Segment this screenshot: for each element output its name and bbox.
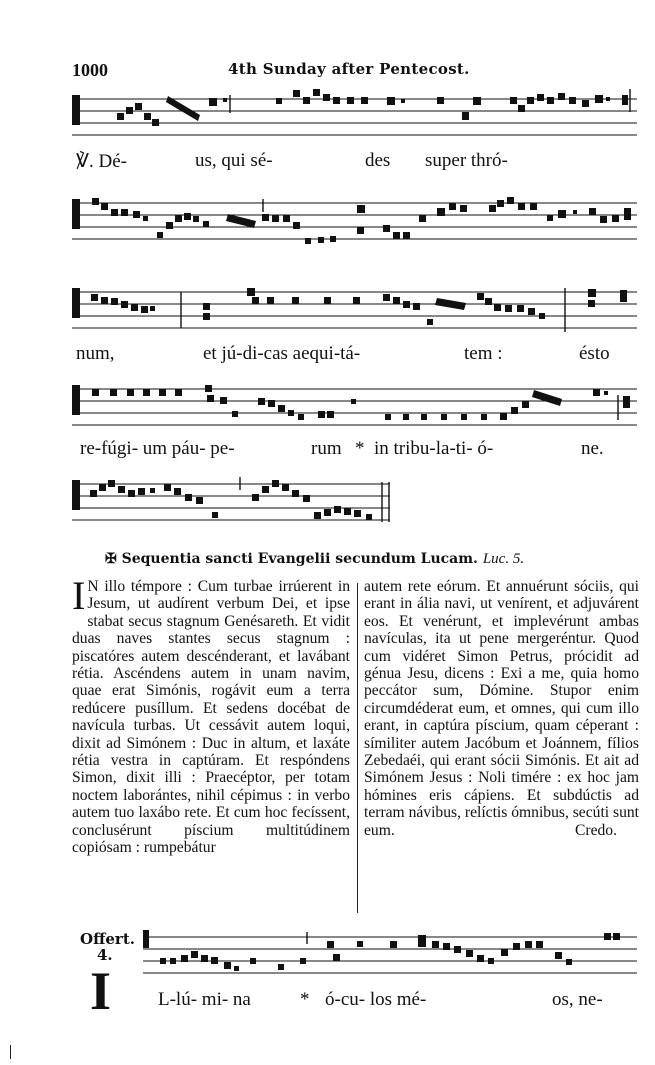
lyric-refugium: re-fúgi- um páu- pe- (80, 438, 235, 459)
gospel-right-text: autem rete eórum. Et annuérunt sóciis, qui erant in ália navi, ut venírent, et adjuvárent eos. Et venérunt, et implevérunt ambas navículas, ita ut pene mergeréntur. Quod cum vidéret Simon Petrus, prócidit ad génua Jesu, dicens : Exi a me, quia homo peccátor sum, Dómine. Stupor enim circumdéderat eum, et omnes, qui cum illo erant, in captúra píscium, quam céperant : símiliter autem Jacóbum et Joánnem, fílios Zebedaéi, qui erant sócii Simónis. Et ait ad Simónem Jesus : Noli timére : ex hoc jam hómines eris cápiens. Et subdúctis ad terram návibus, relíctis ómnibus, secúti sunt eum. (364, 578, 640, 839)
lyric-asterisk: * (355, 438, 365, 459)
lyric-ne: ne. (581, 438, 604, 459)
gospel-left-text: N illo témpore : Cum turbae irrúerent in Jesum, ut audírent verbum Dei, et ipse stabat secus stagnum Genésareth. Et vidit duas naves stantes secus stagnum : piscatóres autem descénderant, et lavábant rétia. Ascéndens autem in unam navim, quae erat Simónis, rogávit eum a terra redúcere pusíllum. Et sedens docébat de navícula turbas. Ut cessávit autem loqui, dixit ad Simónem : Duc in altum, et laxáte rétia vestra in captúram. Et respóndens Simon, dixit illi : Praecéptor, per totam noctem laborántes, nihil cépimus : in verbo autem tuo laxábo rete. Et cum hoc fecíssent, conclusérunt píscium multitúdinem copiósam : rumpebátur (72, 578, 350, 857)
column-divider (357, 583, 358, 913)
credo-label: Credo. (574, 821, 617, 839)
lyric-judicas: et jú-di-cas aequi-tá- (203, 343, 361, 364)
lyric-tem: tem : (464, 343, 503, 364)
margin-mark (10, 1045, 11, 1059)
lyric-num: num, (76, 343, 115, 364)
offertory-initial: I (90, 961, 112, 1021)
lyric-oculos-me: ó-cu- los mé- (325, 989, 427, 1010)
lyric-tribulatio: in tribu-la-ti- ó- (374, 438, 494, 459)
running-title: 4th Sunday after Pentecost. (228, 60, 470, 78)
lyric-super-thro: super thró- (425, 150, 508, 171)
offertory-mode: 4. (97, 946, 113, 964)
gospel-heading (105, 551, 524, 568)
lyric-esto: ésto (579, 343, 610, 364)
lyric-illumina: L-lú- mi- na (158, 989, 251, 1010)
offertory-label: Offert. (80, 930, 135, 948)
gospel-left-column (72, 573, 350, 857)
lyric-qui-se: us, qui sé- (195, 150, 273, 171)
lyric-os-ne: os, ne- (552, 989, 603, 1010)
gospel-initial: I (72, 573, 86, 618)
lyric-des: des (365, 150, 391, 171)
gospel-citation: Luc. 5. (482, 551, 525, 567)
lyric-offertory-asterisk: * (300, 989, 310, 1010)
lyric-rum: rum (311, 438, 342, 459)
gospel-heading-text: ✠ Sequentia sancti Evangelii secundum Lucam. (105, 551, 478, 567)
lyric-versicle-deus: ℣. Dé- (76, 151, 127, 172)
page-number: 1000 (72, 60, 108, 80)
gospel-right-column (364, 578, 639, 839)
